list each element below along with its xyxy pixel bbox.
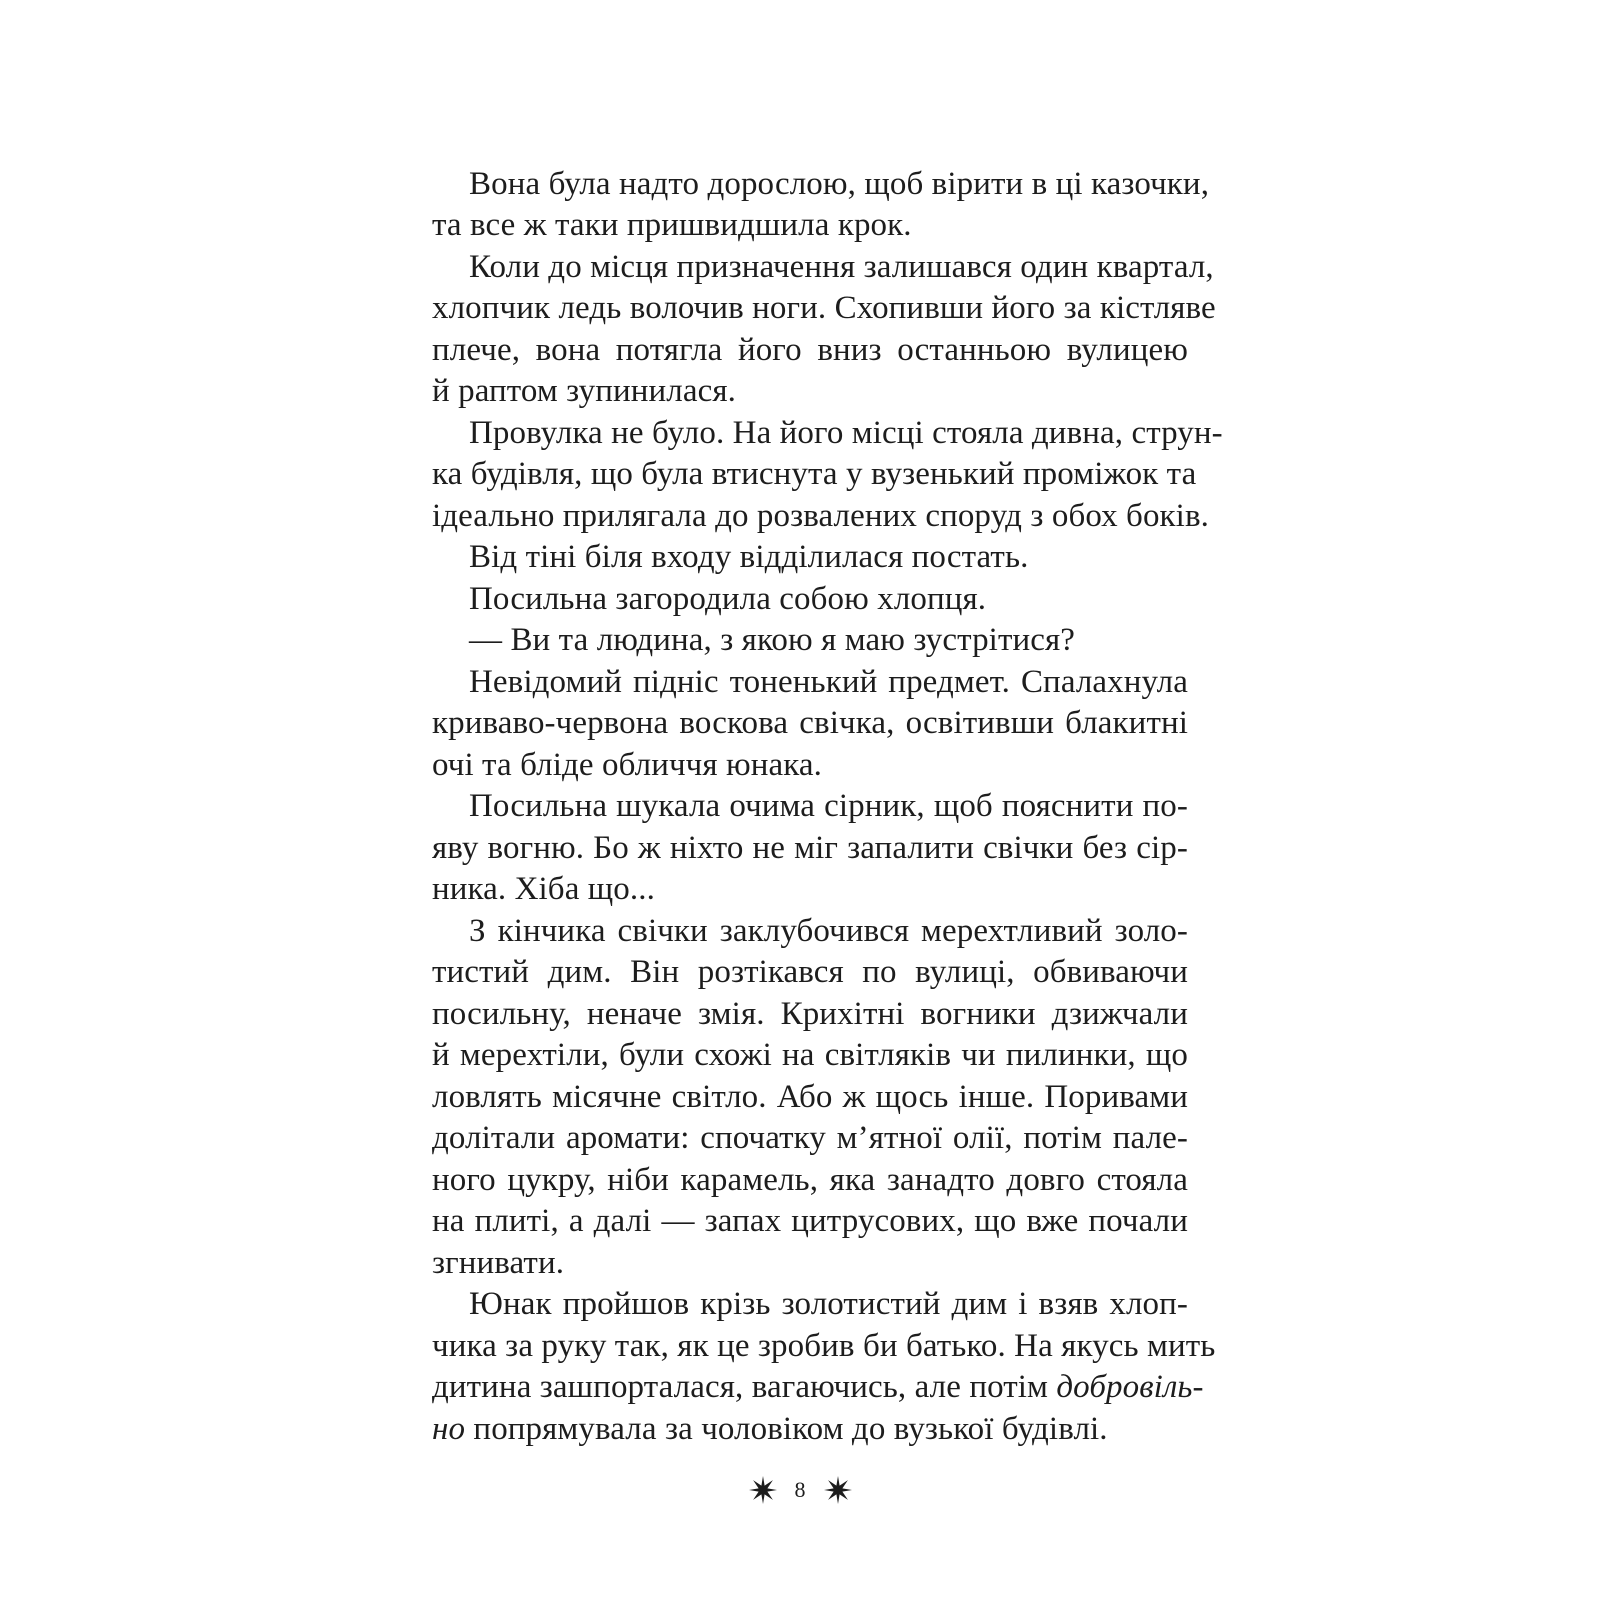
text-line: хлопчик ледь волочив ноги. Схопивши його за кістляве	[432, 290, 1216, 326]
text-line: тистий дим. Він розтікався по вулиці, обвиваючи	[432, 954, 1188, 990]
text-line: Посильна загородила собою хлопця.	[469, 581, 987, 617]
text-line: — Ви та людина, з якою я маю зустрітися?	[469, 622, 1075, 658]
text-line: Посильна шукала очима сірник, щоб пояснити по-	[469, 788, 1188, 824]
star-icon	[749, 1476, 777, 1504]
text-line: Від тіні біля входу відділилася постать.	[469, 539, 1029, 575]
italic-text-segment: добровіль-	[1056, 1369, 1204, 1405]
text-line: та все ж таки пришвидшила крок.	[432, 207, 912, 243]
page-footer	[0, 1470, 1600, 1510]
text-line: чика за руку так, як це зробив би батько. На якусь мить	[432, 1328, 1216, 1364]
text-line: ного цукру, ніби карамель, яка занадто довго стояла	[432, 1162, 1188, 1198]
text-line: згнивати.	[432, 1245, 565, 1281]
text-line: ка будівля, що була втиснута у вузенький проміжок та	[432, 456, 1197, 492]
text-line: Невідомий підніс тоненький предмет. Спалахнула	[469, 664, 1188, 700]
text-segment: попрямувала за чоловіком до вузької будівлі.	[465, 1411, 1108, 1447]
page-number: 8	[794, 1477, 806, 1502]
text-line: очі та бліде обличчя юнака.	[432, 747, 822, 783]
text-line: плече, вона потягла його вниз останньою вулицею	[432, 332, 1188, 368]
text-line: ловлять місячне світло. Або ж щось інше. Поривами	[432, 1079, 1188, 1115]
text-line: криваво-червона воскова свічка, освітивши блакитні	[432, 705, 1188, 741]
star-icon	[824, 1476, 852, 1504]
text-line: й мерехтіли, були схожі на світляків чи пилинки, що	[432, 1037, 1188, 1073]
text-line: З кінчика свічки заклубочився мерехтливий золо-	[469, 913, 1188, 949]
text-line: ідеально прилягала до розвалених споруд з обох боків.	[432, 498, 1209, 534]
text-segment: дитина зашпорталася, вагаючись, але потім	[432, 1369, 1057, 1405]
text-line	[432, 1367, 1204, 1408]
text-line	[432, 1409, 1188, 1450]
text-line: Вона була надто дорослою, щоб вірити в ці казочки,	[469, 166, 1210, 202]
text-line: на плиті, а далі — запах цитрусових, що вже почали	[432, 1203, 1188, 1239]
text-line: Коли до місця призначення залишався один квартал,	[469, 249, 1214, 285]
text-line: Провулка не було. На його місці стояла дивна, струн-	[469, 415, 1223, 451]
italic-text-segment: но	[432, 1411, 466, 1447]
text-line: ника. Хіба що...	[432, 871, 655, 907]
text-line: Юнак пройшов крізь золотистий дим і взяв хлоп-	[469, 1286, 1188, 1322]
text-line: посильну, неначе змія. Крихітні вогники дзижчали	[432, 996, 1188, 1032]
text-line: й раптом зупинилася.	[432, 373, 736, 409]
text-line: долітали аромати: спочатку м’ятної олії, потім пале-	[432, 1120, 1188, 1156]
text-line: яву вогню. Бо ж ніхто не міг запалити свічки без сір-	[432, 830, 1188, 866]
